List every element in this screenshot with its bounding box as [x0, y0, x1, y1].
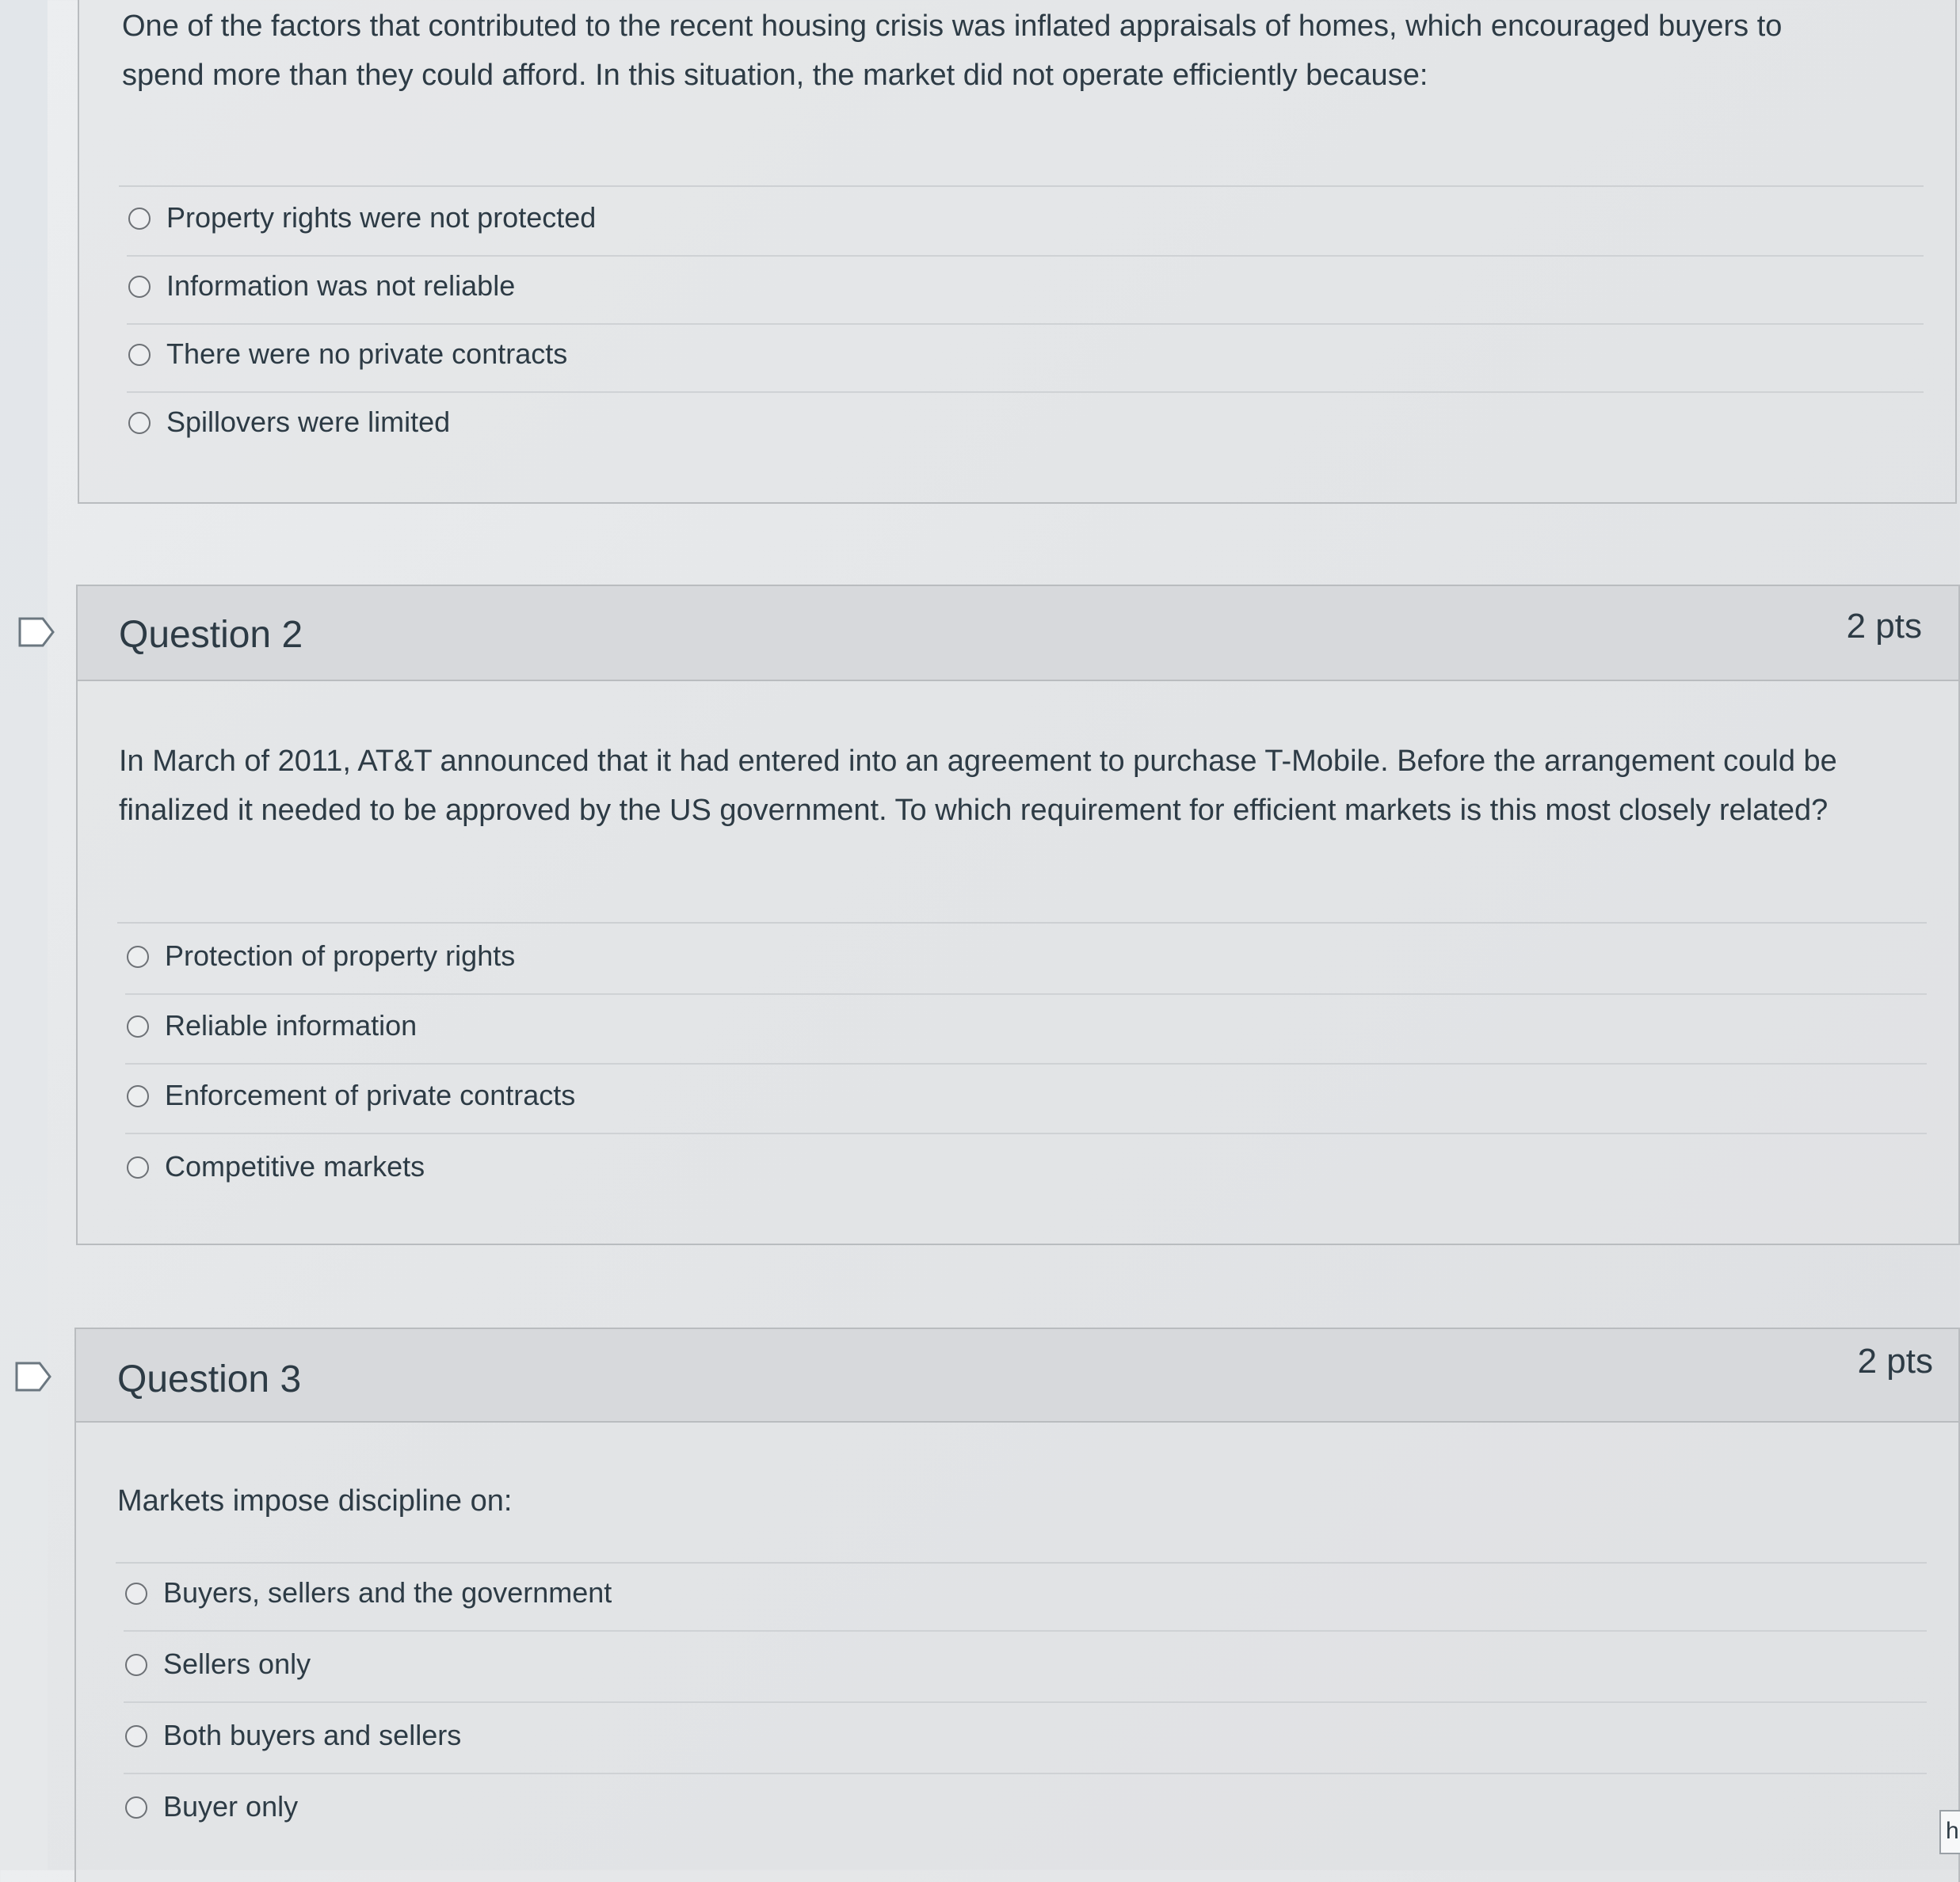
answer-label: Sellers only — [163, 1648, 311, 1680]
answer-label: Property rights were not protected — [166, 201, 597, 234]
answer-label: Competitive markets — [165, 1150, 425, 1183]
question-1-card — [78, 0, 1957, 504]
radio-button[interactable] — [128, 276, 151, 298]
radio-button[interactable] — [127, 1156, 149, 1179]
question-2-header — [78, 586, 1958, 681]
radio-button[interactable] — [127, 1085, 149, 1107]
answer-label: Spillovers were limited — [166, 406, 451, 438]
radio-button[interactable] — [128, 344, 151, 366]
question-text-line: Markets impose discipline on: — [117, 1484, 513, 1518]
answer-label: Buyer only — [163, 1790, 299, 1823]
left-margin — [0, 0, 48, 1870]
answer-label: Both buyers and sellers — [163, 1719, 462, 1751]
question-text-line: One of the factors that contributed to the recent housing crisis was inflated appraisals of homes, which encouraged buyers to — [122, 10, 1783, 43]
question-3-text — [117, 1476, 512, 1526]
answer-option[interactable] — [124, 1635, 1927, 1703]
answer-option[interactable] — [125, 1066, 1927, 1134]
answer-option[interactable] — [125, 1137, 1927, 1206]
radio-button[interactable] — [127, 1015, 149, 1038]
radio-button[interactable] — [125, 1796, 147, 1819]
answer-option[interactable] — [125, 996, 1927, 1065]
question-text-line: finalized it needed to be approved by the US government. To which requirement for efficient markets is this most closely related? — [119, 794, 1828, 827]
question-points: 2 pts — [1857, 1342, 1933, 1381]
answer-label: Protection of property rights — [165, 939, 516, 972]
radio-button[interactable] — [125, 1654, 147, 1676]
question-text-line: In March of 2011, AT&T announced that it had entered into an agreement to purchase T-Mobile. Before the arrangement could be — [119, 745, 1837, 778]
question-title: Question 3 — [117, 1358, 302, 1400]
question-title: Question 2 — [119, 614, 303, 656]
question-points: 2 pts — [1846, 607, 1922, 646]
question-2-card — [76, 585, 1960, 1245]
answer-label: Enforcement of private contracts — [165, 1079, 576, 1111]
divider — [117, 922, 1927, 924]
question-3-card — [74, 1328, 1960, 1882]
question-1-text — [122, 2, 1782, 100]
answer-option[interactable] — [127, 257, 1924, 325]
answer-option[interactable] — [124, 1564, 1927, 1632]
answer-label: Buyers, sellers and the government — [163, 1576, 612, 1609]
radio-button[interactable] — [128, 412, 151, 434]
question-2-text — [119, 737, 1837, 835]
answer-label: Information was not reliable — [166, 269, 516, 302]
corner-tab[interactable] — [1939, 1810, 1960, 1854]
answer-option[interactable] — [127, 325, 1924, 393]
radio-button[interactable] — [125, 1725, 147, 1747]
answer-option[interactable] — [124, 1706, 1927, 1774]
corner-tab-label: h — [1946, 1818, 1959, 1844]
answer-label: Reliable information — [165, 1009, 418, 1042]
flag-question-icon[interactable] — [14, 1361, 52, 1392]
question-3-header — [76, 1329, 1958, 1423]
radio-button[interactable] — [127, 946, 149, 968]
flag-question-icon[interactable] — [17, 616, 55, 648]
answer-option[interactable] — [127, 393, 1924, 461]
answer-option[interactable] — [127, 189, 1924, 257]
answer-option[interactable] — [125, 927, 1927, 995]
radio-button[interactable] — [128, 208, 151, 230]
question-text-line: spend more than they could afford. In this situation, the market did not operate efficiently because: — [122, 59, 1428, 92]
divider — [119, 185, 1924, 187]
radio-button[interactable] — [125, 1583, 147, 1605]
answer-option[interactable] — [124, 1777, 1927, 1846]
answer-label: There were no private contracts — [166, 337, 568, 370]
